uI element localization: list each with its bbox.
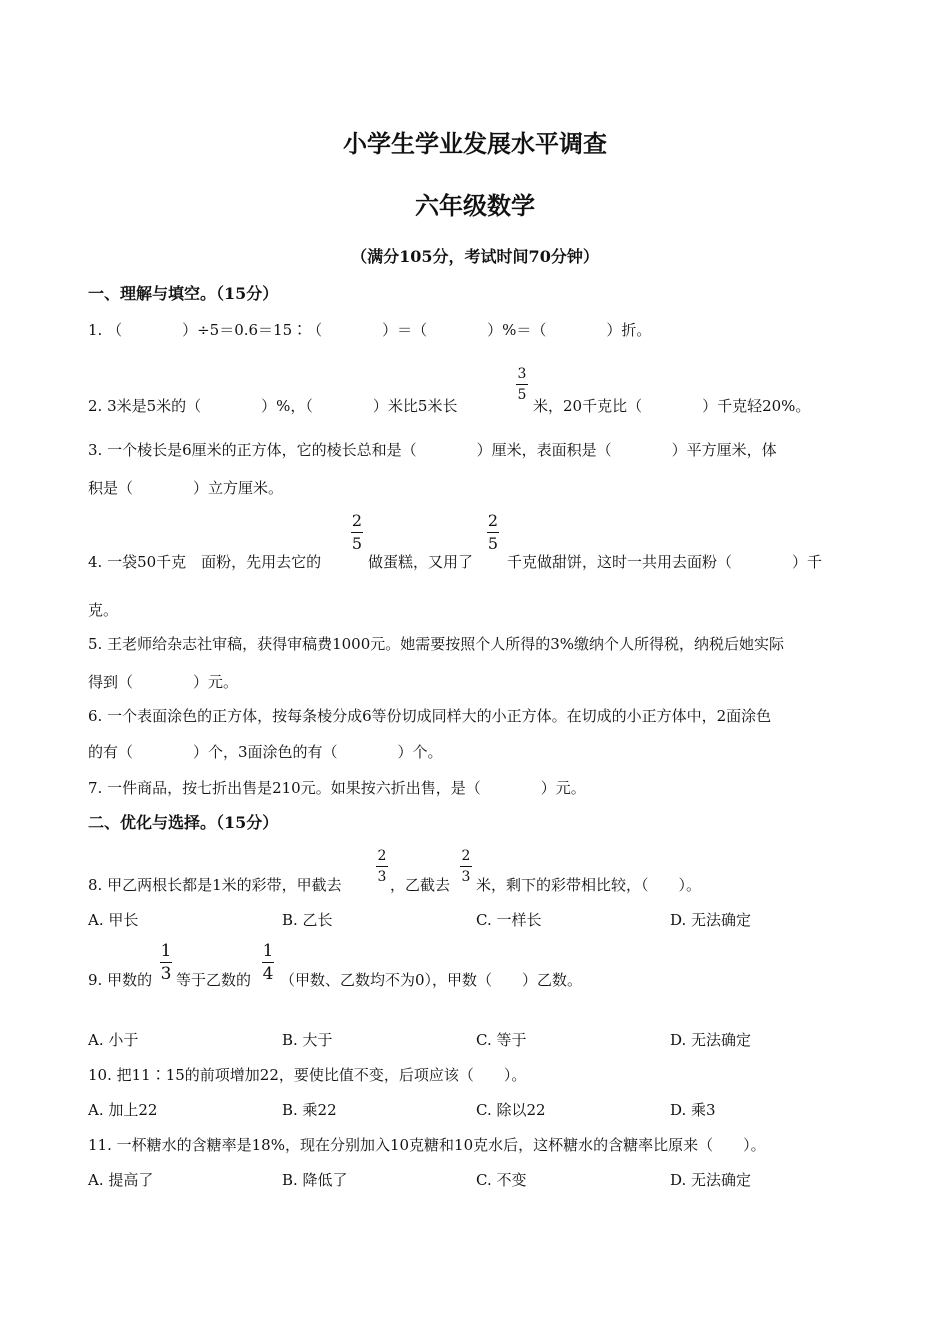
question-3-line2: 积是（ ）立方厘米。 <box>88 479 284 497</box>
fraction-bar <box>460 866 472 867</box>
fraction-bar <box>487 532 499 533</box>
fraction-denominator: 5 <box>351 534 363 553</box>
fraction-denominator: 5 <box>487 534 499 553</box>
fraction-numerator: 1 <box>262 941 274 961</box>
page-title: 小学生学业发展水平调查 <box>343 129 607 158</box>
section-2-heading: 二、优化与选择。（15分） <box>88 813 279 832</box>
question-9-part2: 等于乙数的 <box>176 971 252 989</box>
fraction-numerator: 2 <box>487 511 499 530</box>
question-11-text: 11. 一杯糖水的含糖率是18%，现在分别加入10克糖和10克水后，这杯糖水的含糖率比原来（ ）。 <box>88 1136 766 1154</box>
fraction-denominator: 3 <box>461 869 471 885</box>
page-subtitle: 六年级数学 <box>415 191 535 220</box>
question-9-option-b: B. 大于 <box>282 1031 333 1049</box>
fraction-2-5-b <box>487 512 499 553</box>
question-9-part1: 9. 甲数的 <box>88 971 153 989</box>
question-6-line1: 6. 一个表面涂色的正方体，按每条棱分成6等份切成同样大的小正方体。在切成的小正方体中，2面涂色 <box>88 707 772 725</box>
question-2-part2: 米，20千克比（ ）千克轻20%。 <box>533 397 811 415</box>
question-4-line2: 克。 <box>88 601 119 619</box>
question-5-line2: 得到（ ）元。 <box>88 673 239 691</box>
fraction-denominator: 5 <box>517 387 527 403</box>
fraction-1-3 <box>160 942 172 983</box>
question-9-part3: （甲数、乙数均不为0），甲数（ ）乙数。 <box>280 971 583 989</box>
question-8-option-b: B. 乙长 <box>282 911 333 929</box>
fraction-denominator: 3 <box>160 964 172 984</box>
question-9-option-d: D. 无法确定 <box>670 1031 752 1049</box>
question-9-option-a: A. 小于 <box>88 1031 139 1049</box>
fraction-numerator: 2 <box>461 848 471 864</box>
fraction-bar <box>351 532 363 533</box>
exam-note: （满分105分，考试时间70分钟） <box>351 247 599 266</box>
fraction-bar <box>516 384 528 385</box>
fraction-denominator: 4 <box>262 964 274 984</box>
question-10-text: 10. 把11∶15的前项增加22，要使比值不变，后项应该（ ）。 <box>88 1066 527 1084</box>
question-10-option-b: B. 乘22 <box>282 1101 337 1119</box>
fraction-bar <box>376 866 388 867</box>
fraction-2-3-a <box>376 848 388 885</box>
question-11-option-b: B. 降低了 <box>282 1171 348 1189</box>
question-8-part3: 米，剩下的彩带相比较，（ ）。 <box>476 876 702 894</box>
question-3-line1: 3. 一个棱长是6厘米的正方体，它的棱长总和是（ ）厘米，表面积是（ ）平方厘米，体 <box>88 441 777 459</box>
fraction-1-4 <box>262 942 274 983</box>
question-11-option-c: C. 不变 <box>476 1171 527 1189</box>
fraction-numerator: 1 <box>160 941 172 961</box>
question-10-option-d: D. 乘3 <box>670 1101 716 1119</box>
question-6-line2: 的有（ ）个，3面涂色的有（ ）个。 <box>88 743 443 761</box>
fraction-numerator: 2 <box>351 511 363 530</box>
question-10-option-c: C. 除以22 <box>476 1101 546 1119</box>
fraction-bar <box>262 962 274 963</box>
section-1-heading: 一、理解与填空。（15分） <box>88 284 279 303</box>
question-9-option-c: C. 等于 <box>476 1031 527 1049</box>
question-11-option-d: D. 无法确定 <box>670 1171 752 1189</box>
fraction-numerator: 2 <box>377 848 387 864</box>
question-4-part3: 千克做甜饼，这时一共用去面粉（ ）千 <box>507 553 823 571</box>
question-7: 7. 一件商品，按七折出售是210元。如果按六折出售，是（ ）元。 <box>88 779 586 797</box>
question-8-option-d: D. 无法确定 <box>670 911 752 929</box>
question-8-part2: ，乙截去 <box>390 876 451 894</box>
fraction-2-3-b <box>460 848 472 885</box>
question-8-part1: 8. 甲乙两根长都是1米的彩带，甲截去 <box>88 876 342 894</box>
fraction-numerator: 3 <box>517 366 527 382</box>
fraction-bar <box>160 962 172 963</box>
question-11-option-a: A. 提高了 <box>88 1171 154 1189</box>
fraction-denominator: 3 <box>377 869 387 885</box>
question-5-line1: 5. 王老师给杂志社审稿，获得审稿费1000元。她需要按照个人所得的3%缴纳个人所得税，纳税后她实际 <box>88 635 785 653</box>
question-8-option-c: C. 一样长 <box>476 911 542 929</box>
question-2-part1: 2. 3米是5米的（ ）%，（ ）米比5米长 <box>88 397 458 415</box>
question-1: 1. （ ）÷5＝0.6＝15∶（ ）＝（ ）%＝（ ）折。 <box>88 321 652 339</box>
question-10-option-a: A. 加上22 <box>88 1101 158 1119</box>
fraction-2-5-a <box>351 512 363 553</box>
question-4-part2: 做蛋糕，又用了 <box>368 553 474 571</box>
question-8-option-a: A. 甲长 <box>88 911 139 929</box>
question-4-part1: 4. 一袋50千克 面粉，先用去它的 <box>88 553 322 571</box>
fraction-3-5 <box>516 366 528 403</box>
